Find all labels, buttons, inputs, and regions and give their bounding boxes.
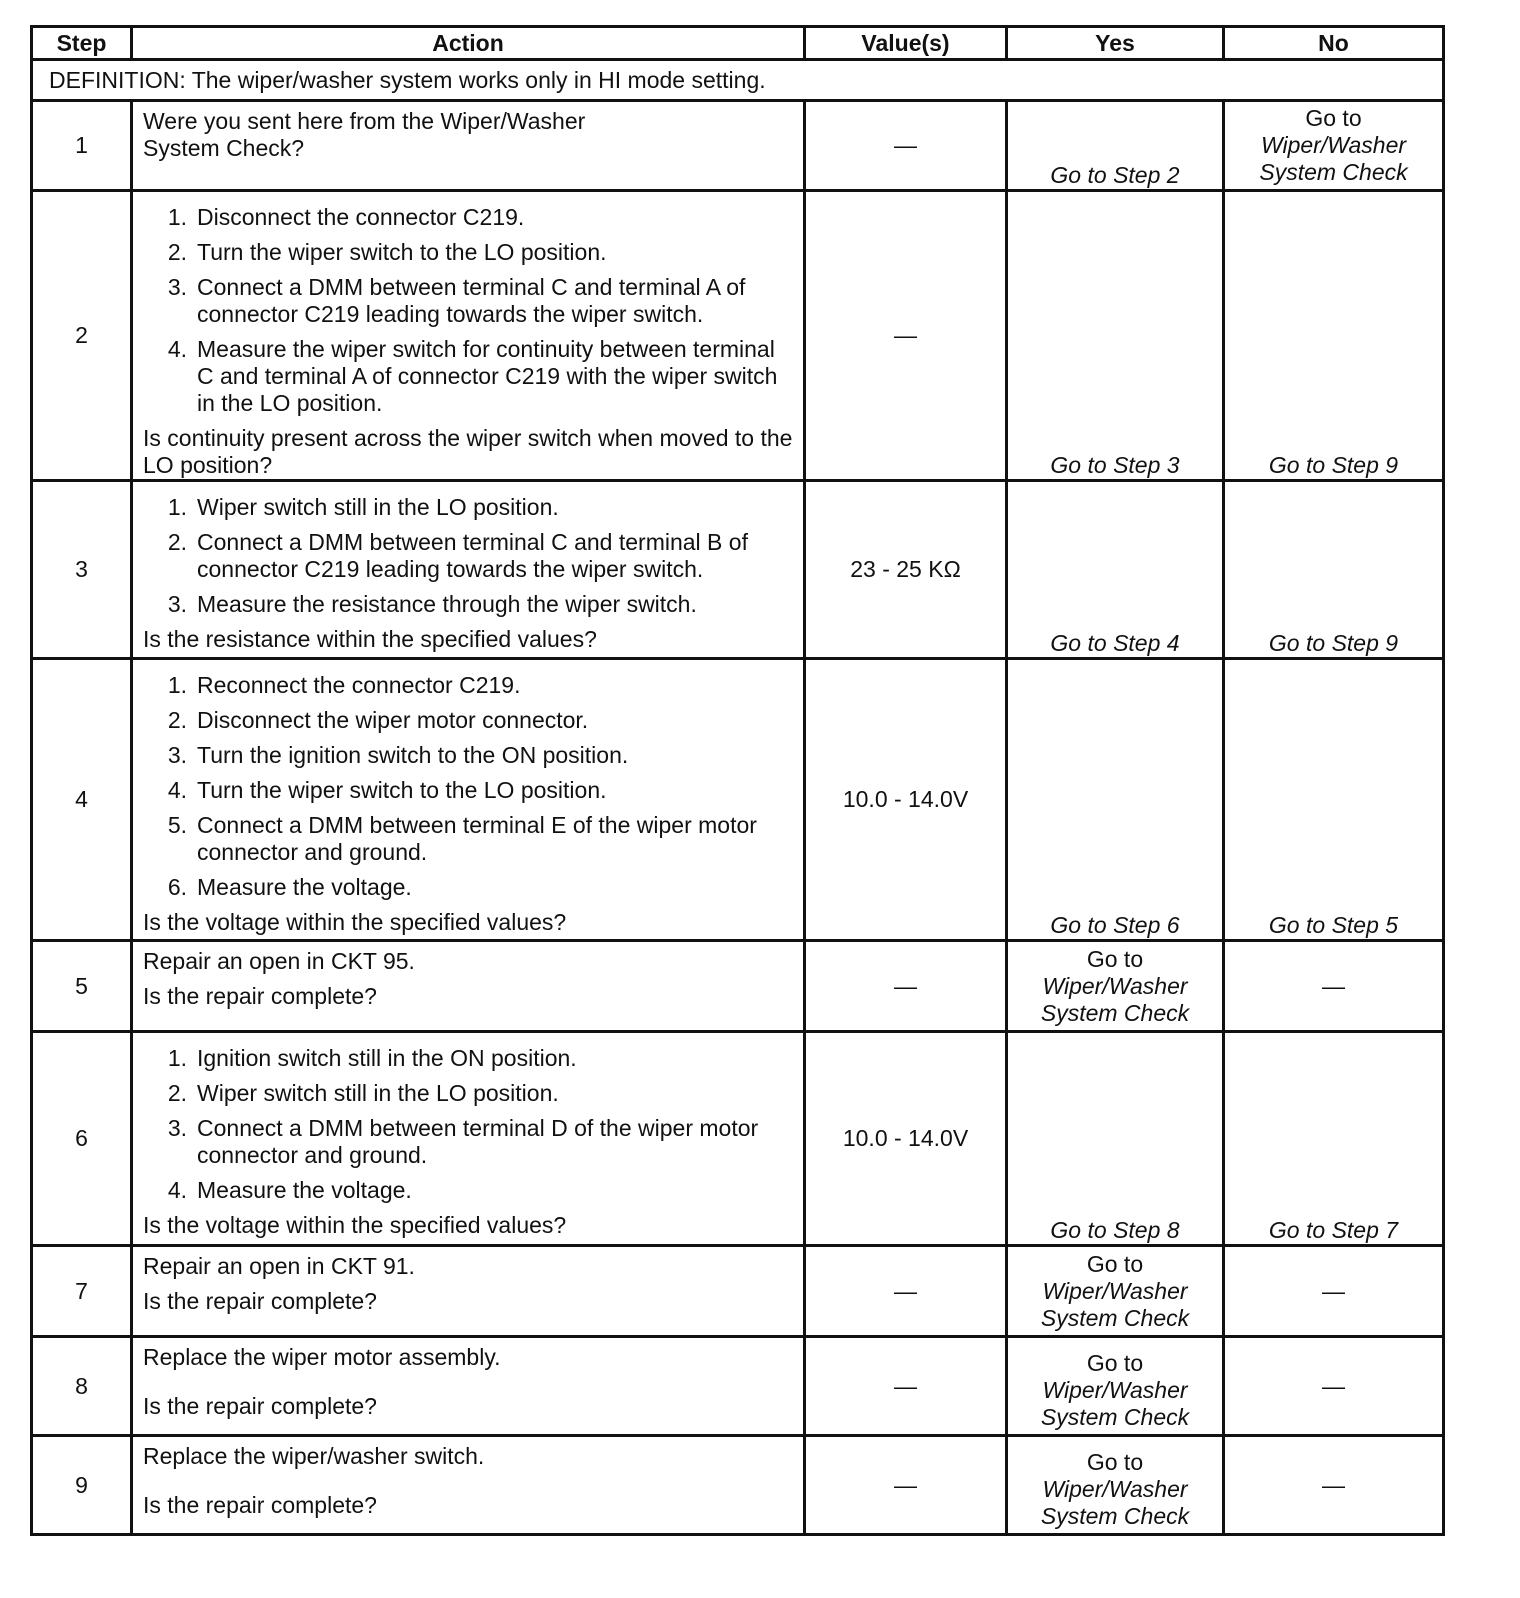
step-question: Is the repair complete? [143,983,377,1009]
step-number: 7 [32,1246,132,1337]
step-action-text: Replace the wiper motor assembly. [143,1344,501,1370]
step-row-1 [32,101,1444,191]
yes-ref-wiper-washer: Wiper/Washer [1042,1377,1188,1403]
yes-cell [1007,101,1224,191]
step-row-2 [32,191,1444,481]
no-cell: Go to Step 9 [1224,191,1444,481]
no-cell: — [1224,941,1444,1032]
step-number: 3 [32,481,132,659]
no-ref-system-check: System Check [1259,159,1408,185]
yes-cell [1007,941,1224,1032]
step-action-text: Replace the wiper/washer switch. [143,1443,485,1469]
yes-ref-wiper-washer: Wiper/Washer [1042,1476,1188,1502]
action-cell [132,481,805,659]
procedure-list [143,494,793,618]
no-cell: — [1224,1436,1444,1535]
step-row-7 [32,1246,1444,1337]
step-action-text: Repair an open in CKT 91. [143,1253,415,1279]
yes-goto: Go to [1086,945,1144,972]
yes-goto: Go to [1086,1350,1144,1376]
header-action: Action [132,27,805,60]
value-cell: 10.0 - 14.0V [805,1032,1007,1246]
procedure-item: Reconnect the connector C219. [197,672,521,698]
step-question: Is the repair complete? [143,1288,377,1314]
procedure-list [143,1045,793,1204]
step-number: 8 [32,1337,132,1436]
procedure-item: Wiper switch still in the LO position. [197,494,559,520]
header-step: Step [32,27,132,60]
header-no: No [1224,27,1444,60]
no-cell [1224,101,1444,191]
no-cell: — [1224,1337,1444,1436]
step-question: Is the voltage within the specified values? [143,909,567,935]
no-ref-wiper-washer: Wiper/Washer [1260,132,1407,158]
yes-cell: Go to Step 8 [1007,1032,1224,1246]
procedure-item: Connect a DMM between terminal C and terminal B of connector C219 leading towards the wiper switch. [197,529,748,582]
action-cell [132,1337,805,1436]
step-row-9 [32,1436,1444,1535]
value-cell: — [805,1246,1007,1337]
yes-ref-system-check: System Check [1040,1304,1190,1331]
step-number: 4 [32,659,132,941]
yes-result: Go to Step 2 [1050,162,1180,188]
procedure-list [143,204,793,417]
yes-cell: Go to Step 3 [1007,191,1224,481]
step-row-5 [32,941,1444,1032]
procedure-item: Measure the resistance through the wiper switch. [197,591,697,617]
header-row [32,27,1444,60]
procedure-item: Turn the wiper switch to the LO position. [197,239,607,265]
step-row-3 [32,481,1444,659]
step-number: 2 [32,191,132,481]
yes-cell: Go to Step 6 [1007,659,1224,941]
no-cell: Go to Step 7 [1224,1032,1444,1246]
step-question: Is the resistance within the specified values? [143,626,597,652]
value-cell: — [805,941,1007,1032]
action-cell [132,101,805,191]
yes-ref-system-check: System Check [1040,1404,1190,1430]
procedure-item: Wiper switch still in the LO position. [197,1080,559,1106]
step-row-8 [32,1337,1444,1436]
yes-cell [1007,1436,1224,1535]
procedure-item: Disconnect the connector C219. [197,204,525,230]
value-cell: 23 - 25 KΩ [805,481,1007,659]
action-cell [132,191,805,481]
procedure-item: Measure the wiper switch for continuity between terminal C and terminal A of connector C219 with the wiper switch in the LO position. [197,336,778,416]
no-cell: — [1224,1246,1444,1337]
step-question: Is the repair complete? [143,1393,377,1419]
action-cell [132,1032,805,1246]
step-number: 5 [32,941,132,1032]
step-row-6 [32,1032,1444,1246]
yes-goto: Go to [1086,1250,1144,1277]
step-question: Is the voltage within the specified values? [143,1212,567,1238]
step-question: Is the repair complete? [143,1492,377,1518]
header-values: Value(s) [805,27,1007,60]
yes-ref-system-check: System Check [1040,999,1190,1026]
no-cell: Go to Step 5 [1224,659,1444,941]
no-cell: Go to Step 9 [1224,481,1444,659]
procedure-item: Turn the ignition switch to the ON position. [197,742,629,768]
step-question: Is continuity present across the wiper switch when moved to the LO position? [143,425,793,478]
value-cell: — [805,191,1007,481]
yes-cell [1007,1337,1224,1436]
step-row-4 [32,659,1444,941]
definition-text: DEFINITION: The wiper/washer system works only in HI mode setting. [32,60,1444,101]
yes-ref-wiper-washer: Wiper/Washer [1042,972,1188,999]
diagnostic-page [30,25,1445,1536]
step-number: 9 [32,1436,132,1535]
procedure-item: Connect a DMM between terminal E of the wiper motor connector and ground. [197,812,757,865]
no-goto: Go to [1305,105,1362,131]
yes-cell: Go to Step 4 [1007,481,1224,659]
yes-ref-system-check: System Check [1040,1503,1190,1529]
step-number: 1 [32,101,132,191]
action-cell [132,1436,805,1535]
action-cell [132,659,805,941]
definition-row [32,60,1444,101]
procedure-item: Measure the voltage. [197,874,412,900]
procedure-item: Ignition switch still in the ON position. [197,1045,577,1071]
procedure-item: Connect a DMM between terminal C and terminal A of connector C219 leading towards the wiper switch. [197,274,746,327]
procedure-item: Disconnect the wiper motor connector. [197,707,589,733]
procedure-item: Measure the voltage. [197,1177,412,1203]
procedure-item: Connect a DMM between terminal D of the wiper motor connector and ground. [197,1115,759,1168]
value-cell: — [805,1337,1007,1436]
diagnostic-table [30,25,1445,1536]
step-number: 6 [32,1032,132,1246]
value-cell: — [805,101,1007,191]
step-question: Were you sent here from the Wiper/Washer System Check? [143,108,586,161]
procedure-item: Turn the wiper switch to the LO position. [197,777,607,803]
value-cell: — [805,1436,1007,1535]
action-cell [132,941,805,1032]
value-cell: 10.0 - 14.0V [805,659,1007,941]
yes-ref-wiper-washer: Wiper/Washer [1042,1277,1188,1304]
yes-cell [1007,1246,1224,1337]
action-cell [132,1246,805,1337]
yes-goto: Go to [1086,1449,1144,1475]
header-yes: Yes [1007,27,1224,60]
procedure-list [143,672,793,901]
step-action-text: Repair an open in CKT 95. [143,948,415,974]
